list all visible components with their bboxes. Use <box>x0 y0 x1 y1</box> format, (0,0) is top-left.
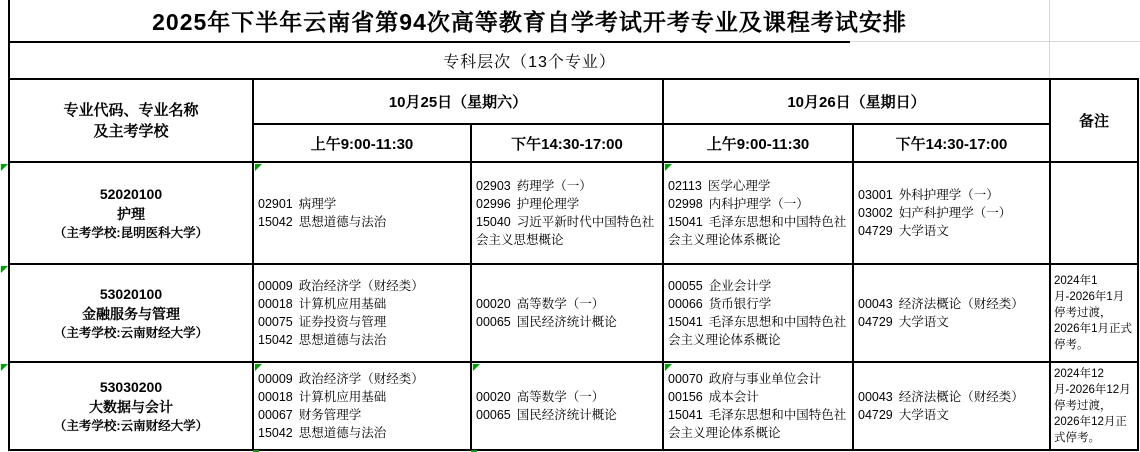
course-code: 15041 <box>668 215 703 229</box>
course-code: 00043 <box>858 297 893 311</box>
major-name: 金融服务与管理 <box>82 306 180 322</box>
course-name: 高等数学（一） <box>516 297 605 311</box>
course-name: 思想道德与法治 <box>298 333 387 347</box>
course-name: 医学心理学 <box>707 179 771 193</box>
course-code: 00020 <box>476 390 511 404</box>
course-entry <box>858 388 1047 406</box>
course-entry <box>668 277 850 295</box>
course-entry <box>668 213 850 249</box>
course-cell-oct25-pm[interactable] <box>471 162 663 264</box>
session-header-oct25-pm[interactable]: 下午14:30-17:00 <box>471 124 663 162</box>
course-code: 00065 <box>476 315 511 329</box>
major-cell[interactable] <box>9 162 253 264</box>
course-code: 02903 <box>476 179 511 193</box>
course-code: 04729 <box>858 224 893 238</box>
page-subtitle[interactable]: 专科层次（13个专业） <box>443 54 616 71</box>
course-code: 15040 <box>476 215 511 229</box>
course-entry <box>668 370 850 388</box>
course-entry <box>858 313 1047 331</box>
date-header-oct25[interactable]: 10月25日（星期六） <box>253 79 663 124</box>
gridline-vertical <box>1049 0 1050 78</box>
course-name: 毛泽东思想和中国特色社会主义理论体系概论 <box>668 408 847 440</box>
course-entry <box>258 424 468 442</box>
course-name: 习近平新时代中国特色社会主义思想概论 <box>476 215 655 247</box>
major-header-line1: 专业代码、专业名称 <box>63 101 199 119</box>
course-code: 00020 <box>476 297 511 311</box>
remark-column-header[interactable]: 备注 <box>1050 79 1138 162</box>
course-code: 04729 <box>858 408 893 422</box>
course-code: 02998 <box>668 197 703 211</box>
major-row <box>9 362 1138 450</box>
date-header-oct26[interactable]: 10月26日（星期日） <box>663 79 1050 124</box>
course-name: 内科护理学（一） <box>708 197 809 211</box>
course-name: 经济法概论（财经类） <box>898 297 1024 311</box>
major-school: （主考学校:昆明医科大学） <box>53 226 209 240</box>
course-code: 00070 <box>668 372 703 386</box>
remark-cell[interactable] <box>1050 162 1138 264</box>
error-indicator-icon <box>665 164 672 171</box>
error-indicator-icon <box>255 164 262 171</box>
course-entry <box>258 213 468 231</box>
error-indicator-icon <box>1 364 8 371</box>
course-name: 企业会计学 <box>708 279 772 293</box>
course-cell-oct25-am[interactable] <box>253 162 471 264</box>
course-entry <box>858 222 1047 240</box>
error-indicator-icon <box>1 164 8 171</box>
course-entry <box>668 295 850 313</box>
schedule-body <box>9 162 1138 450</box>
course-entry <box>668 406 850 442</box>
major-row <box>9 264 1138 362</box>
course-cell-oct26-pm[interactable] <box>853 162 1050 264</box>
gridline-horizontal <box>850 41 1140 42</box>
course-cell-oct26-am[interactable] <box>663 162 853 264</box>
course-entry <box>258 313 468 331</box>
session-header-oct25-am[interactable]: 上午9:00-11:30 <box>253 124 471 162</box>
error-indicator-icon <box>665 364 672 371</box>
course-entry <box>258 277 468 295</box>
major-header-line2: 及主考学校 <box>93 122 169 140</box>
course-name: 高等数学（一） <box>516 390 605 404</box>
course-code: 00065 <box>476 408 511 422</box>
course-name: 护理伦理学 <box>516 197 580 211</box>
course-code: 15041 <box>668 315 703 329</box>
course-name: 国民经济统计概论 <box>516 408 617 422</box>
course-name: 大学语文 <box>898 315 949 329</box>
course-cell-oct25-pm[interactable] <box>471 362 663 450</box>
course-entry <box>668 177 850 195</box>
course-name: 毛泽东思想和中国特色社会主义理论体系概论 <box>668 215 847 247</box>
course-code: 15042 <box>258 426 293 440</box>
major-name: 护理 <box>117 206 145 222</box>
course-code: 00156 <box>668 390 703 404</box>
remark-cell[interactable]: 2024年1月-2026年1月停考过渡，2026年1月正式停考。 <box>1050 264 1138 362</box>
course-name: 药理学（一） <box>516 179 592 193</box>
course-entry <box>858 204 1047 222</box>
course-name: 货币银行学 <box>708 297 772 311</box>
course-entry <box>476 313 660 331</box>
header-row-dates <box>9 79 1138 124</box>
course-cell-oct26-pm[interactable] <box>853 362 1050 450</box>
error-indicator-icon <box>255 364 262 371</box>
session-header-oct26-pm[interactable]: 下午14:30-17:00 <box>853 124 1050 162</box>
course-name: 病理学 <box>298 197 337 211</box>
course-code: 00043 <box>858 390 893 404</box>
course-code: 00075 <box>258 315 293 329</box>
major-code: 52020100 <box>99 186 163 202</box>
course-code: 02901 <box>258 197 293 211</box>
course-name: 毛泽东思想和中国特色社会主义理论体系概论 <box>668 315 847 347</box>
course-name: 政治经济学（财经类） <box>298 372 424 386</box>
course-code: 04729 <box>858 315 893 329</box>
course-code: 00067 <box>258 408 293 422</box>
course-name: 政府与事业单位会计 <box>708 372 822 386</box>
course-entry <box>258 295 468 313</box>
course-name: 外科护理学（一） <box>898 188 999 202</box>
course-name: 大学语文 <box>898 224 949 238</box>
error-indicator-icon <box>1 266 8 273</box>
major-cell[interactable] <box>9 264 253 362</box>
course-entry <box>476 195 660 213</box>
course-name: 大学语文 <box>898 408 949 422</box>
error-indicator-icon <box>473 364 480 371</box>
course-code: 15041 <box>668 408 703 422</box>
course-name: 成本会计 <box>708 390 759 404</box>
course-entry <box>858 186 1047 204</box>
course-cell-oct26-am[interactable] <box>663 264 853 362</box>
course-name: 妇产科护理学（一） <box>898 206 1012 220</box>
course-name: 计算机应用基础 <box>298 390 387 404</box>
course-entry <box>258 370 468 388</box>
course-entry <box>858 295 1047 313</box>
course-code: 03001 <box>858 188 893 202</box>
course-code: 00018 <box>258 390 293 404</box>
course-name: 政治经济学（财经类） <box>298 279 424 293</box>
course-name: 思想道德与法治 <box>298 426 387 440</box>
course-entry <box>668 195 850 213</box>
course-entry <box>476 388 660 406</box>
course-name: 计算机应用基础 <box>298 297 387 311</box>
course-entry <box>258 406 468 424</box>
major-code: 53030200 <box>99 379 163 395</box>
course-entry <box>858 406 1047 424</box>
course-name: 证券投资与管理 <box>298 315 387 329</box>
major-column-header[interactable] <box>9 79 253 162</box>
course-name: 国民经济统计概论 <box>516 315 617 329</box>
major-school: （主考学校:云南财经大学） <box>53 326 209 340</box>
course-cell-oct25-pm[interactable] <box>471 264 663 362</box>
course-entry <box>258 388 468 406</box>
course-code: 00009 <box>258 372 293 386</box>
course-code: 00066 <box>668 297 703 311</box>
course-code: 02113 <box>668 179 702 193</box>
page-title[interactable]: 2025年下半年云南省第94次高等教育自学考试开考专业及课程考试安排 <box>152 9 907 35</box>
course-entry <box>476 177 660 195</box>
course-code: 15042 <box>258 215 293 229</box>
course-entry <box>668 388 850 406</box>
major-cell[interactable] <box>9 362 253 450</box>
major-code: 53020100 <box>99 286 163 302</box>
course-entry <box>476 406 660 424</box>
course-entry <box>258 331 468 349</box>
major-school: （主考学校:云南财经大学） <box>53 419 209 433</box>
course-code: 15042 <box>258 333 293 347</box>
course-code: 03002 <box>858 206 893 220</box>
course-name: 财务管理学 <box>298 408 362 422</box>
course-name: 经济法概论（财经类） <box>898 390 1024 404</box>
course-code: 00009 <box>258 279 293 293</box>
major-name: 大数据与会计 <box>89 399 173 415</box>
course-code: 00018 <box>258 297 293 311</box>
course-cell-oct25-am[interactable] <box>253 264 471 362</box>
course-entry <box>476 213 660 249</box>
course-cell-oct26-am[interactable] <box>663 362 853 450</box>
course-cell-oct25-am[interactable] <box>253 362 471 450</box>
course-entry <box>476 295 660 313</box>
course-code: 00055 <box>668 279 703 293</box>
course-entry <box>258 195 468 213</box>
session-header-oct26-am[interactable]: 上午9:00-11:30 <box>663 124 853 162</box>
course-name: 思想道德与法治 <box>298 215 387 229</box>
course-entry <box>668 313 850 349</box>
course-cell-oct26-pm[interactable] <box>853 264 1050 362</box>
course-code: 02996 <box>476 197 511 211</box>
major-row <box>9 162 1138 264</box>
remark-cell[interactable]: 2024年12月-2026年12月停考过渡，2026年12月正式停考。 <box>1050 362 1138 450</box>
exam-schedule-table <box>8 78 1139 451</box>
